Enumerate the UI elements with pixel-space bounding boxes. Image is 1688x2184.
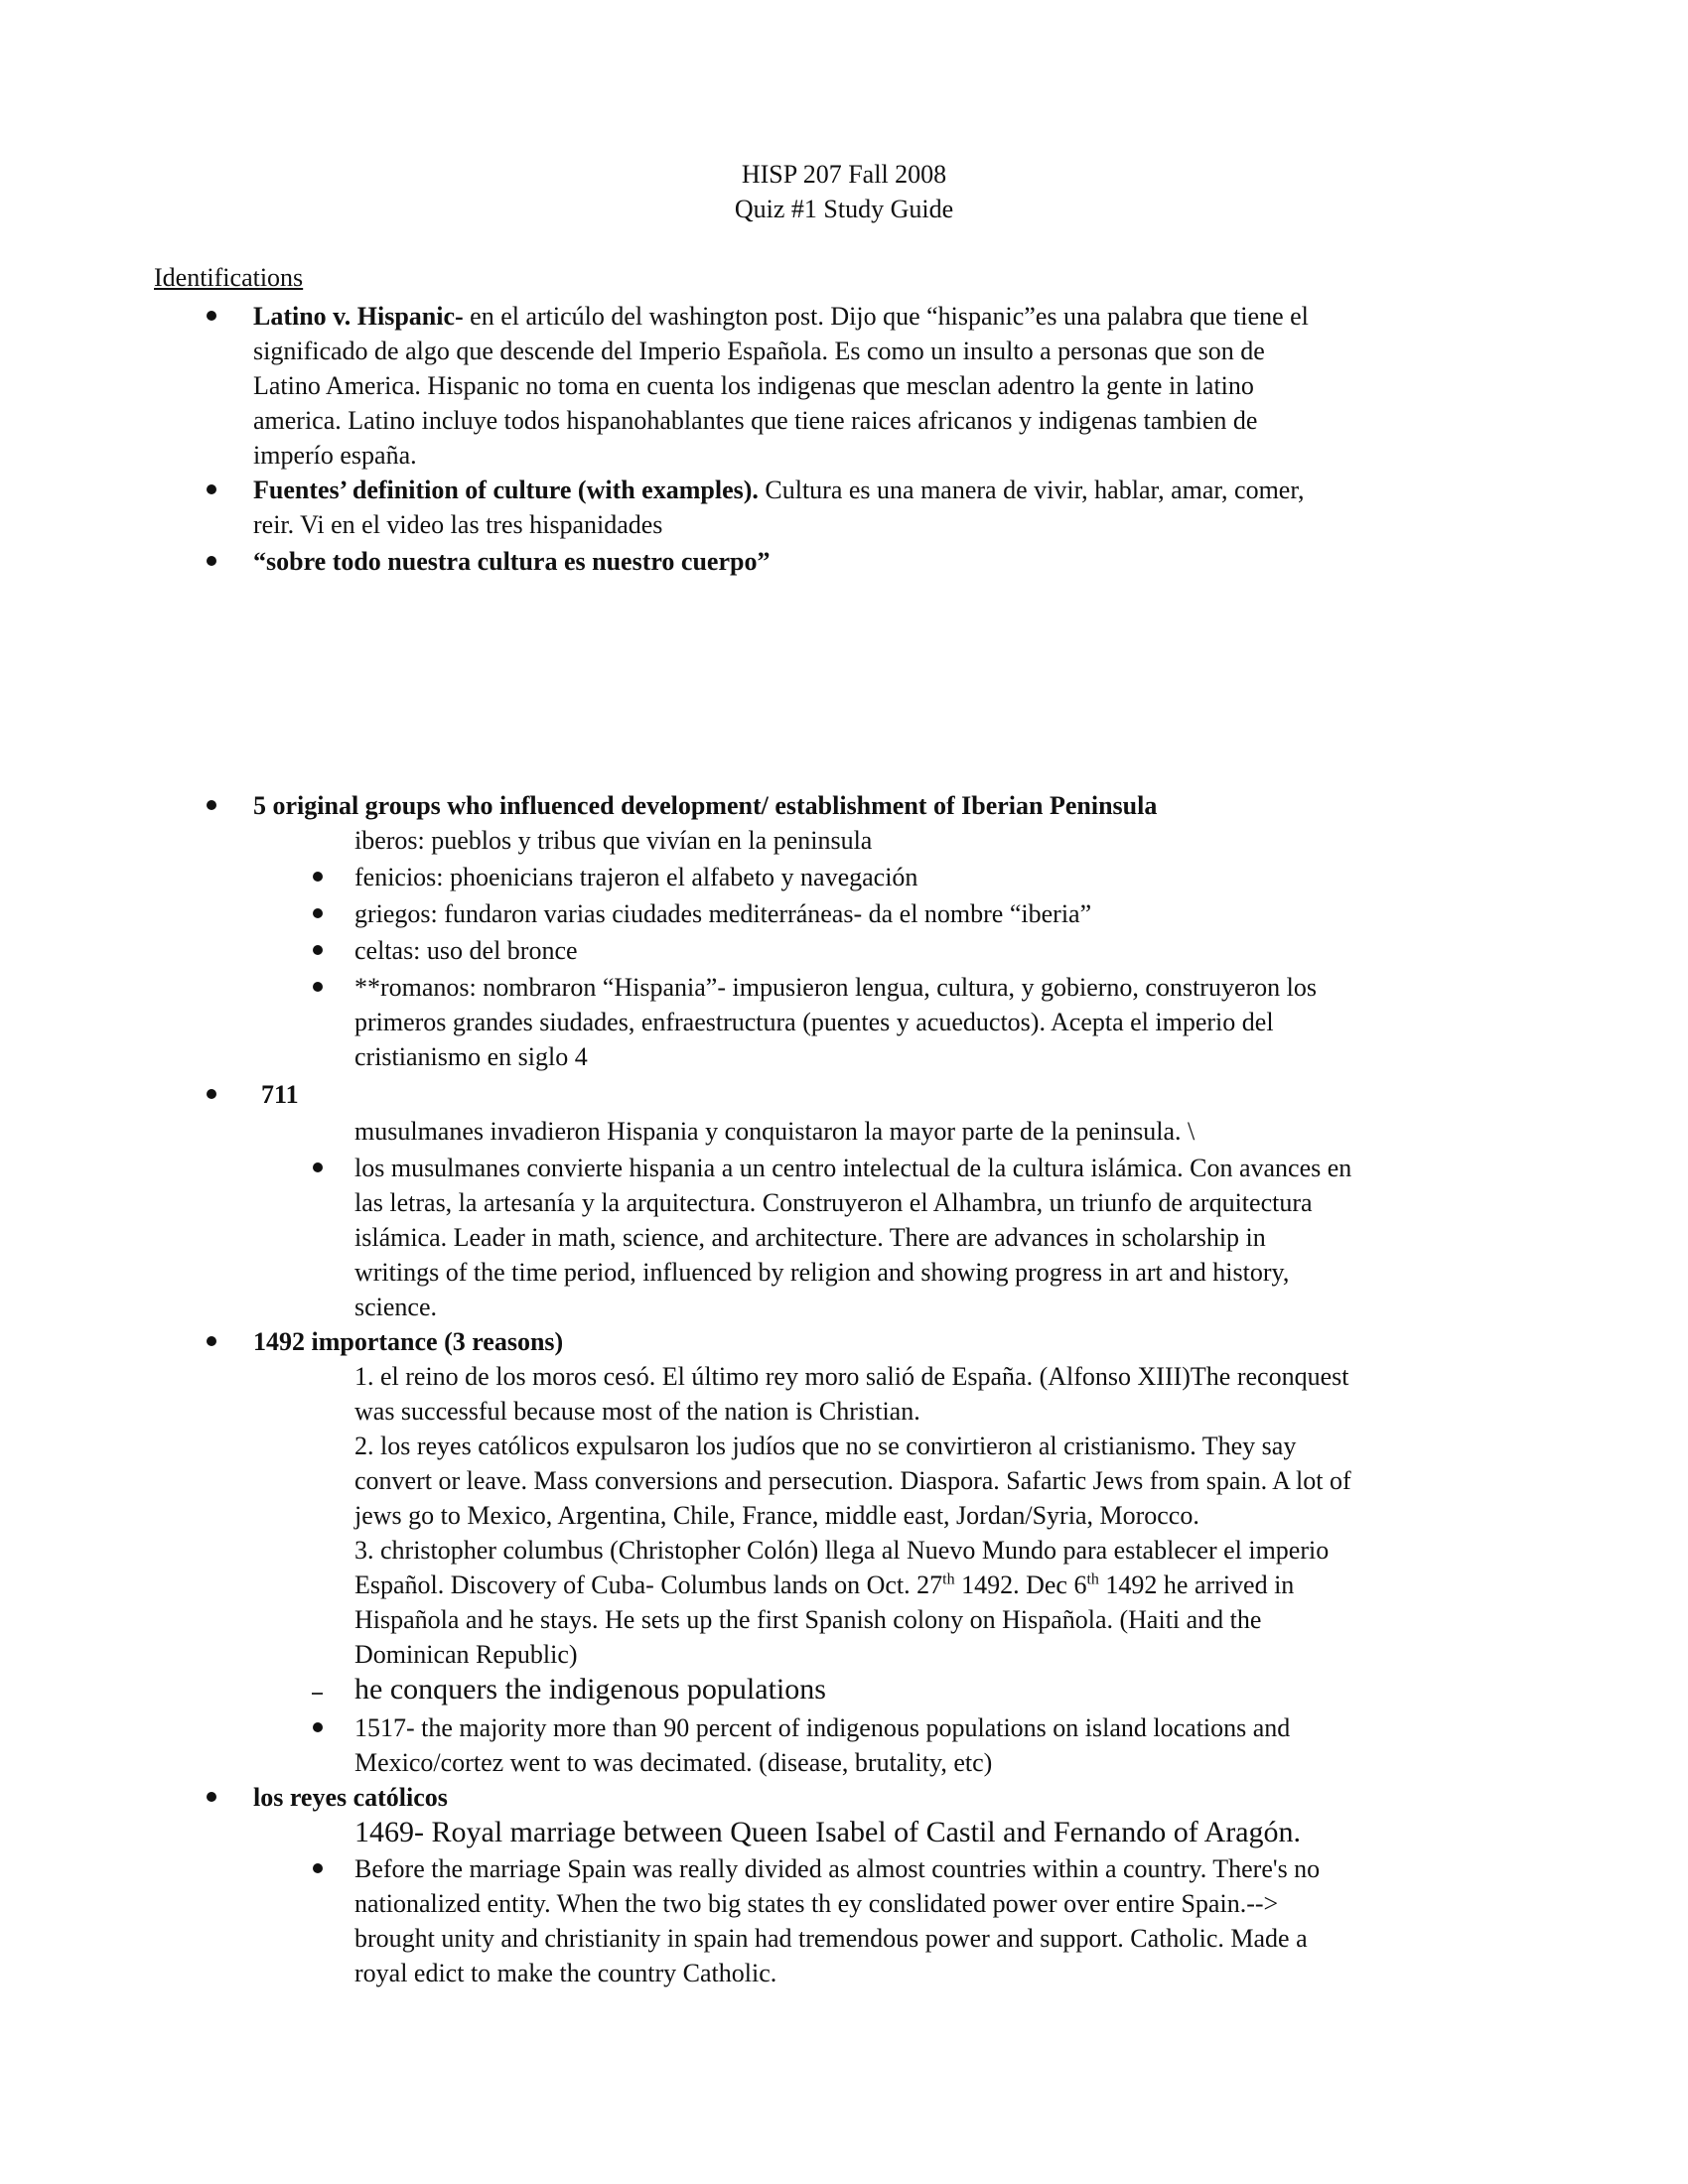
year-711-line-0: musulmanes invadieron Hispania y conquistaron la mayor parte de la peninsula. \ [354,1117,1196,1146]
bullet-icon [313,1863,323,1873]
bullet-icon [313,1722,323,1732]
bullet-icon [313,945,323,955]
year-711-line-1: los musulmanes convierte hispania a un centro intelectual de la cultura islámica. Con avances en [354,1154,1352,1182]
ordinal-suffix: th [1086,1570,1099,1588]
reason-3-text-b: 1492. Dec 6 [954,1570,1087,1599]
latino-line-3: Latino America. Hispanic no toma en cuenta los indigenas que mesclan adentro la gente in latino [253,371,1254,400]
bullet-icon [207,800,216,810]
reason-3-line-3: Hispañola and he stays. He sets up the first Spanish colony on Hispañola. (Haiti and the [354,1605,1262,1634]
latino-text: en el articúlo del washington post. Dijo que “hispanic”es una palabra que tiene el [463,302,1309,331]
year-711-line-5: science. [354,1293,438,1321]
bullet-icon [207,311,216,321]
year-711-line-2: las letras, la artesanía y la arquitectura. Construyeron el Alhambra, un triunfo de arquitectura [354,1188,1313,1217]
bullet-icon [207,1336,216,1346]
reason-3-line-2 [354,1568,1294,1602]
year-711-heading: 711 [261,1080,299,1109]
bullet-icon [313,908,323,918]
reyes-line-1: Before the marriage Spain was really divided as almost countries within a country. There's no [354,1854,1321,1883]
latino-line-4: america. Latino incluye todos hispanohablantes que tiene raices africanos y indigenas tambien de [253,406,1258,435]
year-1517-line-1: 1517- the majority more than 90 percent of indigenous populations on island locations and [354,1713,1291,1742]
royal-marriage-line: 1469- Royal marriage between Queen Isabel of Castil and Fernando of Aragón. [354,1816,1302,1848]
reason-3-text-c: 1492 he arrived in [1098,1570,1295,1599]
group-romanos-line-2: primeros grandes siudades, enfraestructura (puentes y acueductos). Acepta el imperio del [354,1008,1274,1036]
course-heading: HISP 207 Fall 2008 [741,160,947,189]
groups-heading: 5 original groups who influenced development/ establishment of Iberian Peninsula [253,791,1158,820]
reason-2-line-2: convert or leave. Mass conversions and persecution. Diaspora. Safartic Jews from spain. A lot of [354,1466,1351,1495]
bullet-icon [313,982,323,992]
bullet-icon [207,1792,216,1802]
reason-3-line-4: Dominican Republic) [354,1640,578,1669]
year-1517-line-2: Mexico/cortez went to was decimated. (disease, brutality, etc) [354,1748,993,1777]
reason-3-text-a: Español. Discovery of Cuba- Columbus lands on Oct. 27 [354,1570,943,1599]
conquers-line: he conquers the indigenous populations [354,1673,826,1706]
reyes-line-2: nationalized entity. When the two big states th ey conslidated power over entire Spain.--> [354,1889,1279,1918]
reason-2-line-3: jews go to Mexico, Argentina, Chile, France, middle east, Jordan/Syria, Morocco. [354,1501,1199,1530]
latino-line-2: significado de algo que descende del Imperio Española. Es como un insulto a personas que son de [253,337,1265,365]
year-711-line-3: islámica. Leader in math, science, and architecture. There are advances in scholarship in [354,1223,1266,1252]
dash-icon [312,1693,323,1695]
section-heading: Identifications [154,263,304,292]
reason-1-line-2: was successful because most of the nation is Christian. [354,1397,920,1426]
fuentes-term: Fuentes’ definition of culture (with examples). [253,476,759,504]
year-711-line-4: writings of the time period, influenced by religion and showing progress in art and history, [354,1258,1290,1287]
bullet-icon [207,484,216,494]
reason-2-line-1: 2. los reyes católicos expulsaron los judíos que no se convirtieron al cristianismo. They say [354,1432,1297,1460]
group-iberos: iberos: pueblos y tribus que vivían en la peninsula [354,826,873,855]
latino-term: Latino v. Hispanic- [253,302,464,331]
year-1492-heading: 1492 importance (3 reasons) [253,1327,564,1356]
bullet-icon [313,872,323,882]
reyes-heading: los reyes católicos [253,1783,448,1812]
fuentes-text: Cultura es una manera de vivir, hablar, amar, comer, [758,476,1305,504]
reyes-line-4: royal edict to make the country Catholic. [354,1959,777,1987]
group-romanos-line-3: cristianismo en siglo 4 [354,1042,588,1071]
group-griegos: griegos: fundaron varias ciudades mediterráneas- da el nombre “iberia” [354,899,1092,928]
bullet-icon [207,556,216,566]
group-fenicios: fenicios: phoenicians trajeron el alfabeto y navegación [354,863,918,891]
document-title: Quiz #1 Study Guide [734,195,954,223]
reyes-line-3: brought unity and christianity in spain had tremendous power and support. Catholic. Made a [354,1924,1308,1953]
reason-1-line-1: 1. el reino de los moros cesó. El último rey moro salió de España. (Alfonso XIII)The reconquest [354,1362,1349,1391]
bullet-icon [207,1089,216,1099]
bullet-icon [313,1162,323,1172]
fuentes-line-2: reir. Vi en el video las tres hispanidades [253,510,663,539]
group-romanos-line-1: **romanos: nombraron “Hispania”- impusieron lengua, cultura, y gobierno, construyeron los [354,973,1317,1002]
fuentes-line-1 [253,473,1304,507]
ordinal-suffix: th [942,1570,955,1588]
group-celtas: celtas: uso del bronce [354,936,578,965]
culture-quote: “sobre todo nuestra cultura es nuestro cuerpo” [253,547,771,576]
reason-3-line-1: 3. christopher columbus (Christopher Colón) llega al Nuevo Mundo para establecer el imperio [354,1536,1330,1565]
latino-line-1 [253,299,1309,334]
latino-line-5: imperío españa. [253,441,417,470]
